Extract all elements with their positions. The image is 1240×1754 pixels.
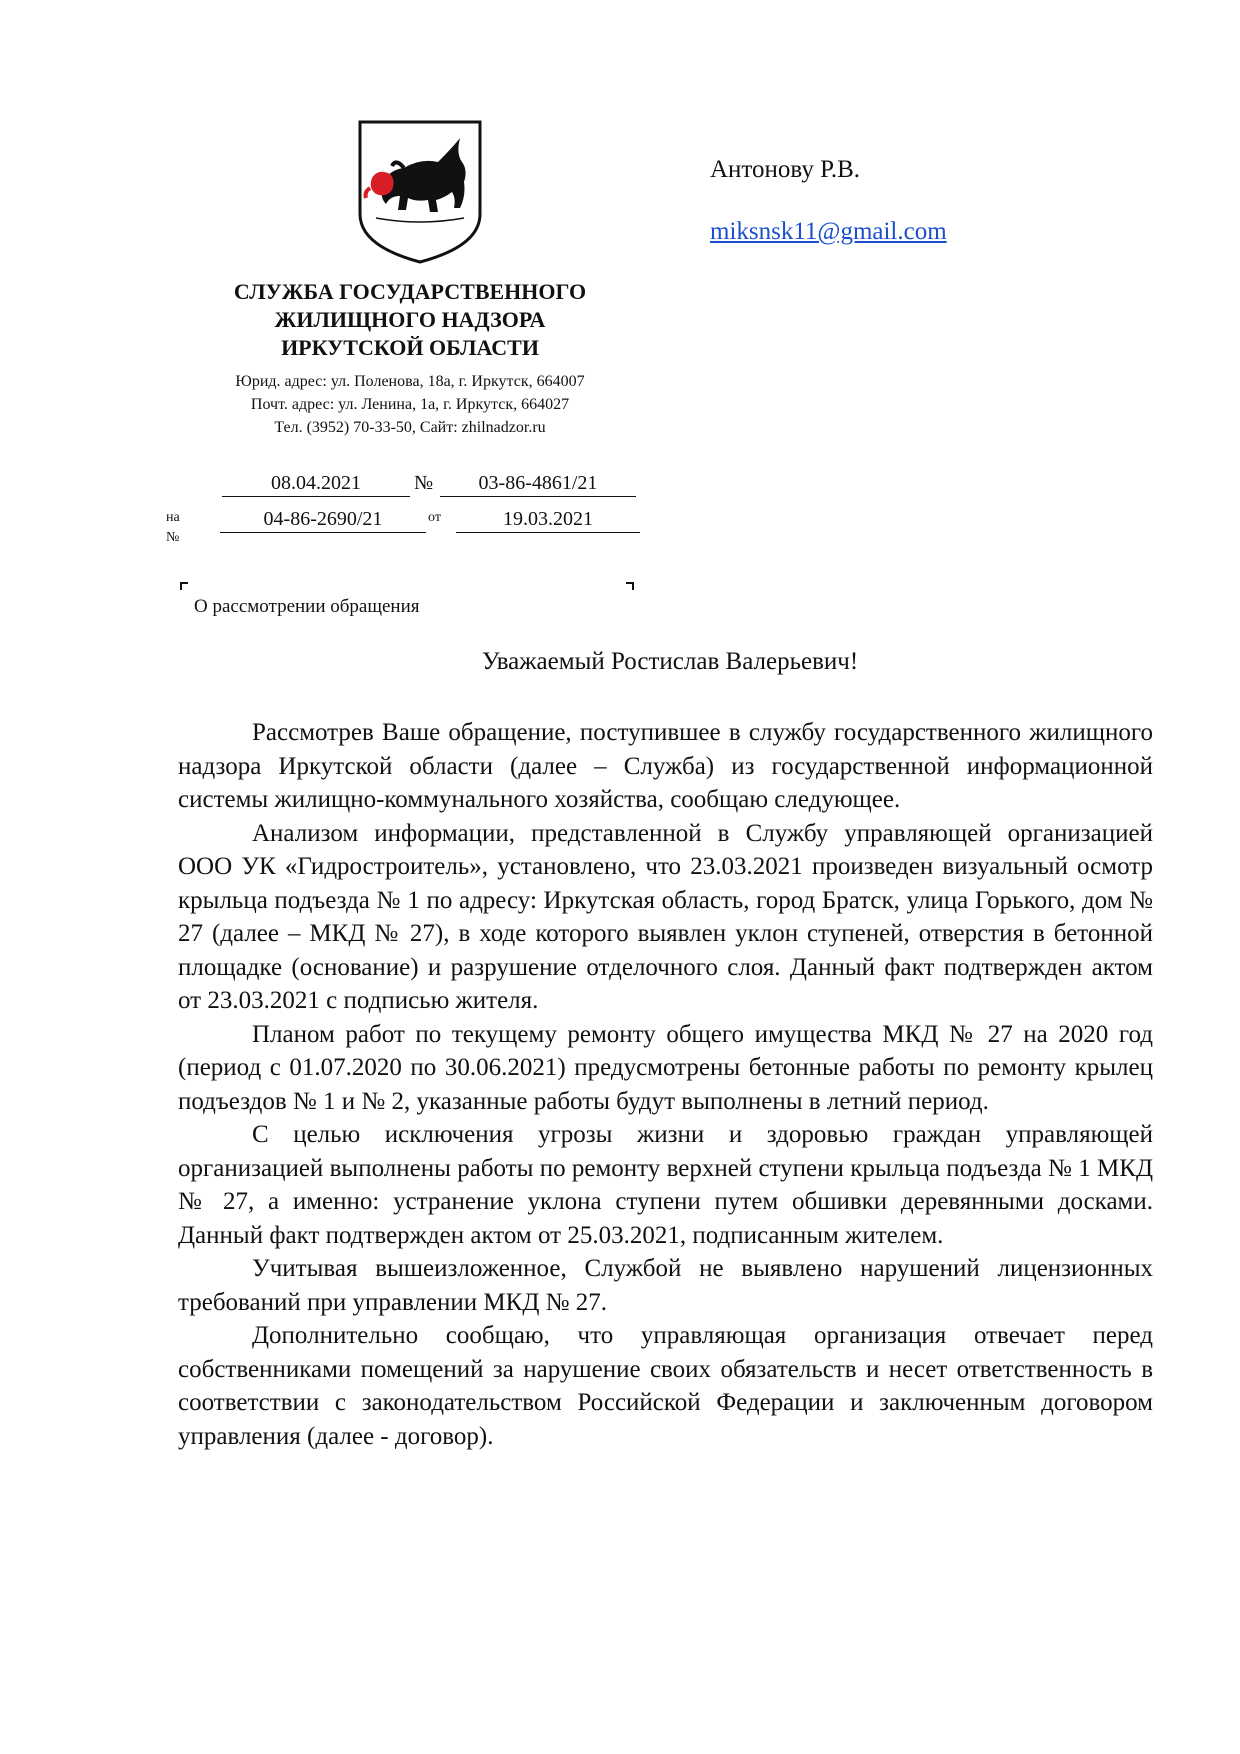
reply-number: 04-86-2690/21 (220, 506, 426, 533)
org-address-line: Тел. (3952) 70-33-50, Сайт: zhilnadzor.ru (274, 419, 546, 436)
number-sign: № (414, 472, 434, 494)
subject-corner-left (180, 582, 188, 590)
addressee-block (710, 156, 947, 246)
irkutsk-coat-of-arms-icon (356, 118, 484, 266)
outgoing-date: 08.04.2021 (222, 470, 410, 497)
organization-header (170, 278, 650, 439)
reply-date: 19.03.2021 (456, 506, 640, 533)
addressee-name: Антонову Р.В. (710, 156, 861, 183)
reply-from-label: от (428, 510, 441, 525)
subject-corner-right (626, 582, 634, 590)
org-title-line: СЛУЖБА ГОСУДАРСТВЕННОГО (233, 279, 587, 304)
salutation: Уважаемый Ростислав Валерьевич! (481, 648, 859, 675)
org-address-line: Почт. адрес: ул. Ленина, 1а, г. Иркутск, 664027 (250, 396, 570, 413)
body-paragraph: Анализом информации, представленной в Службу управляющей организацией ООО УК «Гидростроитель», установлено, что 23.03.2021 произведен визуальный осмотр крыльца подъезда № 1 по адресу: Иркутская область, город Братск, улица Горького, дом № 27 (далее – МКД № 27), в ходе которого выявлен уклон ступеней, отверстия в бетонной площадке (основание) и разрушение отделочного слоя. Данный факт подтвержден актом от 23.03.2021 с подписью жителя. (178, 819, 1153, 1014)
addressee-email-link[interactable]: miksnsk11@gmail.com (710, 218, 947, 245)
body-paragraph: С целью исключения угрозы жизни и здоровью граждан управляющей организацией выполнены работы по ремонту верхней ступени крыльца подъезда № 1 МКД № 27, а именно: устранение уклона ступени путем обшивки деревянными досками. Данный факт подтвержден актом от 25.03.2021, подписанным жителем. (178, 1121, 1153, 1249)
org-address-line: Юрид. адрес: ул. Поленова, 18а, г. Иркутск, 664007 (235, 373, 585, 390)
body-paragraph: Планом работ по текущему ремонту общего имущества МКД № 27 на 2020 год (период с 01.07.2020 по 30.06.2021) предусмотрены бетонные работы по ремонту крылец подъездов № 1 и № 2, указанные работы будут выполнены в летний период. (178, 1020, 1153, 1115)
body-paragraph: Рассмотрев Ваше обращение, поступившее в службу государственного жилищного надзора Иркутской области (далее – Служба) из государственной информационной системы жилищно-коммунального хозяйства, сообщаю следующее. (178, 719, 1153, 813)
org-title-line: ЖИЛИЩНОГО НАДЗОРА (274, 307, 546, 332)
letter-subject: О рассмотрении обращения (194, 596, 420, 617)
org-address (170, 370, 650, 439)
body-paragraph: Дополнительно сообщаю, что управляющая организация отвечает перед собственниками помещений за нарушение своих обязательств и несет ответственность в соответствии с законодательством Российской Федерации и заключенным договором управления (далее - договор). (178, 1322, 1153, 1450)
letter-body (178, 716, 1153, 1453)
org-title-line: ИРКУТСКОЙ ОБЛАСТИ (281, 335, 539, 360)
body-paragraph: Учитывая вышеизложенное, Службой не выявлено нарушений лицензионных требований при управлении МКД № 27. (178, 1255, 1153, 1316)
reply-prefix: на № (166, 510, 180, 545)
outgoing-number: 03-86-4861/21 (440, 470, 636, 497)
